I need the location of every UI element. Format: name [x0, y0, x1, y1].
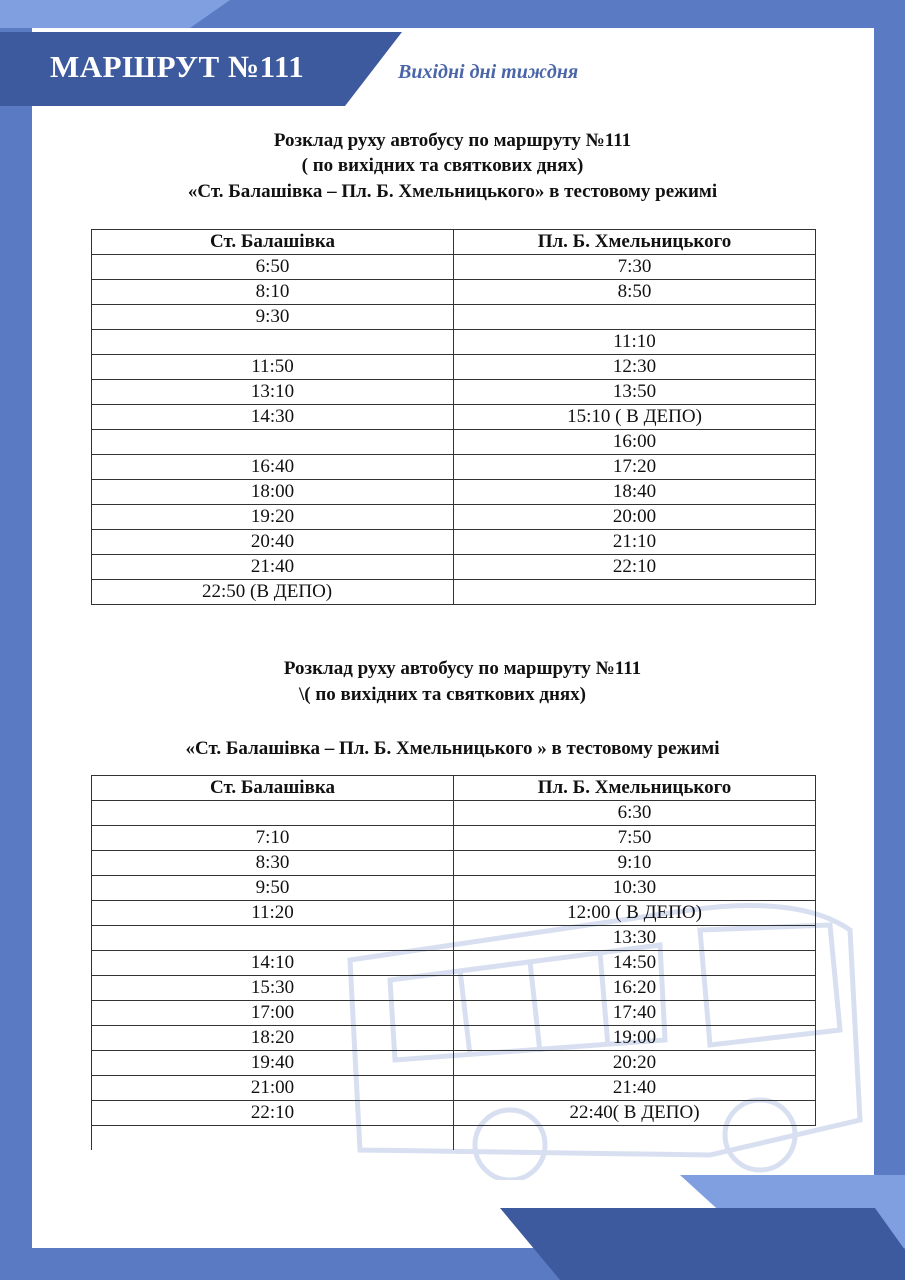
- table-row: [92, 1076, 816, 1101]
- departure-cell: 22:50 (В ДЕПО): [92, 580, 454, 605]
- departure-cell: 6:50: [92, 255, 454, 280]
- schedule1-subtitle: ( по вихідних та святкових днях): [301, 155, 584, 176]
- schedule2-route: «Ст. Балашівка – Пл. Б. Хмельницького » в тестовому режимі: [185, 738, 720, 759]
- departure-cell: 8:30: [92, 851, 454, 876]
- departure-cell: [454, 305, 816, 330]
- departure-cell: 9:10: [454, 851, 816, 876]
- schedule1-title: Розклад руху автобусу по маршруту №111: [273, 130, 632, 151]
- departure-cell: 18:20: [92, 1026, 454, 1051]
- departure-cell: [92, 330, 454, 355]
- route-title: МАРШРУТ №111: [50, 49, 305, 84]
- table-row: [92, 405, 816, 430]
- schedule2-subtitle: \( по вихідних та святкових днях): [298, 684, 586, 705]
- departure-cell: 9:30: [92, 305, 454, 330]
- departure-cell: 22:40( В ДЕПО): [454, 1101, 816, 1126]
- table-row: [92, 330, 816, 355]
- schedule1-route: «Ст. Балашівка – Пл. Б. Хмельницького» в тестовому режимі: [187, 181, 718, 202]
- column-header: Ст. Балашівка: [92, 776, 454, 801]
- departure-cell: 8:50: [454, 280, 816, 305]
- table-row: [92, 826, 816, 851]
- departure-cell: 21:10: [454, 530, 816, 555]
- table-header-row: [92, 230, 816, 255]
- departure-cell: [92, 926, 454, 951]
- departure-cell: 13:30: [454, 926, 816, 951]
- departure-cell: 6:30: [454, 801, 816, 826]
- table-row: [92, 355, 816, 380]
- route-subtitle: Вихідні дні тиждня: [398, 61, 579, 83]
- column-header: Пл. Б. Хмельницького: [454, 230, 816, 255]
- table-header-row: [92, 776, 816, 801]
- departure-cell: 13:10: [92, 380, 454, 405]
- table-row: [92, 851, 816, 876]
- table-row: [92, 951, 816, 976]
- table-row: [92, 1101, 816, 1126]
- departure-cell: 10:30: [454, 876, 816, 901]
- departure-cell: 14:10: [92, 951, 454, 976]
- departure-cell: 21:00: [92, 1076, 454, 1101]
- departure-cell: 14:50: [454, 951, 816, 976]
- table-row-empty: [92, 1126, 816, 1151]
- departure-cell: 15:10 ( В ДЕПО): [454, 405, 816, 430]
- departure-cell: 21:40: [92, 555, 454, 580]
- departure-cell: 16:20: [454, 976, 816, 1001]
- schedule2-title: Розклад руху автобусу по маршруту №111: [283, 658, 642, 679]
- departure-cell: 15:30: [92, 976, 454, 1001]
- table-row: [92, 901, 816, 926]
- table-row: [92, 530, 816, 555]
- departure-cell: 19:00: [454, 1026, 816, 1051]
- schedule1-table: [91, 229, 816, 605]
- departure-cell: 22:10: [92, 1101, 454, 1126]
- departure-cell: 14:30: [92, 405, 454, 430]
- table-row: [92, 976, 816, 1001]
- table-row: [92, 876, 816, 901]
- departure-cell: 7:10: [92, 826, 454, 851]
- empty-cell: [454, 1126, 816, 1151]
- table-row: [92, 480, 816, 505]
- departure-cell: 16:00: [454, 430, 816, 455]
- table-row: [92, 1026, 816, 1051]
- departure-cell: 11:50: [92, 355, 454, 380]
- departure-cell: 11:10: [454, 330, 816, 355]
- departure-cell: 8:10: [92, 280, 454, 305]
- table-row: [92, 455, 816, 480]
- departure-cell: 12:00 ( В ДЕПО): [454, 901, 816, 926]
- schedule2-table: [91, 775, 816, 1150]
- table-row: [92, 380, 816, 405]
- departure-cell: 17:20: [454, 455, 816, 480]
- column-header: Ст. Балашівка: [92, 230, 454, 255]
- departure-cell: 17:40: [454, 1001, 816, 1026]
- departure-cell: 13:50: [454, 380, 816, 405]
- table-row: [92, 580, 816, 605]
- table-row: [92, 1001, 816, 1026]
- departure-cell: 18:00: [92, 480, 454, 505]
- departure-cell: 20:00: [454, 505, 816, 530]
- column-header: Пл. Б. Хмельницького: [454, 776, 816, 801]
- table-row: [92, 1051, 816, 1076]
- departure-cell: 9:50: [92, 876, 454, 901]
- table-row: [92, 305, 816, 330]
- table-row: [92, 280, 816, 305]
- table-row: [92, 926, 816, 951]
- table-row: [92, 555, 816, 580]
- departure-cell: 20:40: [92, 530, 454, 555]
- departure-cell: 12:30: [454, 355, 816, 380]
- table-row: [92, 801, 816, 826]
- departure-cell: 20:20: [454, 1051, 816, 1076]
- table-row: [92, 505, 816, 530]
- empty-cell: [92, 1126, 454, 1151]
- departure-cell: 22:10: [454, 555, 816, 580]
- departure-cell: [454, 580, 816, 605]
- table-row: [92, 255, 816, 280]
- departure-cell: 16:40: [92, 455, 454, 480]
- departure-cell: 19:40: [92, 1051, 454, 1076]
- departure-cell: [92, 430, 454, 455]
- departure-cell: 7:50: [454, 826, 816, 851]
- departure-cell: 7:30: [454, 255, 816, 280]
- departure-cell: 18:40: [454, 480, 816, 505]
- departure-cell: [92, 801, 454, 826]
- departure-cell: 21:40: [454, 1076, 816, 1101]
- departure-cell: 11:20: [92, 901, 454, 926]
- table-row: [92, 430, 816, 455]
- departure-cell: 17:00: [92, 1001, 454, 1026]
- departure-cell: 19:20: [92, 505, 454, 530]
